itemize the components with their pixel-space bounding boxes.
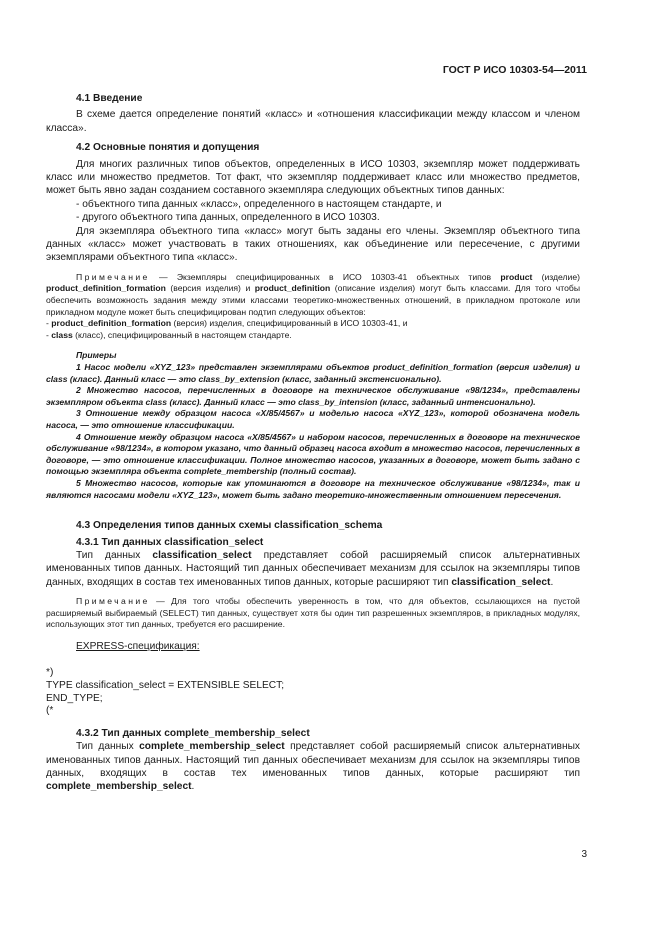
note-text: (класс), специфицированный в настоящем стандарте. — [72, 329, 292, 340]
section-4-3-2-title: 4.3.2 Тип данных complete_membership_select — [76, 727, 310, 739]
section-4-1-title: 4.1 Введение — [76, 93, 143, 104]
example-4: 4 Отношение между образцом насоса «X/85/4567» и набором насосов, перечисленных в договоре на техническое обслуживание «98/1234», в котором указано, что данный образец насоса входит в множество насосов, перечисленных в договоре, — это отношение классификации. Полное множество насосов, указанных в договоре, может быть задано с помощью экземпляра объекта complete_membership (полный состав). — [46, 431, 580, 477]
code-line: *) — [46, 667, 54, 679]
page-number: 3 — [581, 849, 587, 860]
body-text: . — [550, 576, 554, 588]
page-content — [46, 92, 580, 794]
note-text: (версия) изделия, специфицированный в ИСО 10303-41, и — [171, 318, 408, 329]
note-list-item-1 — [46, 318, 580, 330]
section-4-3-1-note — [46, 596, 580, 631]
section-4-2-paragraph-2: Для экземпляра объектного типа «класс» могут быть заданы его члены. Экземпляр объектного типа данных «класс» может участвовать в таких отношениях, как объединение или пересечение, с другими экземплярами объектного типа «класс». — [46, 225, 580, 264]
section-4-3-2-text — [46, 740, 580, 794]
note-text: (версия изделия) и — [165, 283, 255, 294]
note-text: — Для того чтобы обеспечить уверенность в том, что для объектов, ссылающихся на пустой расширяемый выбираемый (SELECT) тип данных, существует хотя бы один тип разрешенных экземпляров, в прикладных модулях, использующих этот тип данных, требуется его расширение. — [46, 596, 580, 630]
type-name: complete_membership_select — [46, 781, 192, 793]
code-line: (* — [46, 705, 54, 717]
note-term: product_definition_formation — [51, 318, 172, 329]
note-text: — Экземпляры специфицированных в ИСО 10303-41 объектных типов — [149, 271, 501, 282]
code-line: TYPE classification_select = EXTENSIBLE SELECT; — [46, 679, 285, 691]
example-5: 5 Множество насосов, которые как упоминаются в договоре на техническое обслуживание «98/1234», так и являются насосами модели «XYZ_123», может быть задано теоретико-множественным отношением пересечения. — [46, 477, 580, 500]
example-1: 1 Насос модели «XYZ_123» представлен экземплярами объектов product_definition_formation (версия изделия) и class (класс). Данный класс — это class_by_extension (класс, заданный экстенсионально). — [46, 362, 580, 384]
body-text: Тип данных — [76, 549, 153, 561]
note-label: Примечание — [76, 596, 150, 607]
document-header: ГОСТ Р ИСО 10303-54—2011 — [442, 64, 587, 76]
note-text: (изделие) — [532, 271, 580, 282]
section-4-2-title: 4.2 Основные понятия и допущения — [76, 142, 260, 154]
section-4-2-list-item-2: - другого объектного типа данных, определенного в ИСО 10303. — [76, 212, 380, 224]
examples-title: Примеры — [76, 350, 117, 361]
note-label: Примечание — [76, 271, 150, 282]
section-4-3-1-title: 4.3.1 Тип данных classification_select — [76, 536, 264, 548]
section-4-2-paragraph-1: Для многих различных типов объектов, определенных в ИСО 10303, экземпляр может поддерживать класс или множество предметов. Тот факт, что экземпляр поддерживает класс или множество предметов, может быть явно задан созданием составного экземпляра следующих объектных типов данных: — [46, 158, 580, 197]
section-4-3-1-text — [46, 549, 580, 589]
type-name: complete_membership_select — [139, 741, 285, 753]
body-text: Тип данных — [76, 741, 140, 753]
note-text: - — [46, 329, 52, 340]
note-text: - — [46, 318, 52, 329]
example-3: 3 Отношение между образцом насоса «X/85/4567» и моделью насоса «XYZ_123», которой обозначена модель насоса, — это отношение классификации. — [46, 408, 580, 430]
note-list-item-2 — [46, 330, 580, 342]
note-term: product_definition — [254, 283, 331, 294]
type-name: classification_select — [152, 549, 252, 561]
express-code-block — [46, 667, 580, 717]
body-text: . — [191, 781, 195, 793]
note-term: product_definition_formation — [46, 283, 166, 294]
note-term: class — [51, 329, 73, 340]
code-line: END_TYPE; — [46, 692, 103, 704]
note-text: (описание изделия) могут быть классами. Для того чтобы обеспечить возможность задания между этими классами теоретико-множественных отношений, в прикладном протоколе или прикладном модуле может быть специфицирован подтип следующих объектов: — [46, 283, 581, 317]
body-text: представляет собой расширяемый список альтернативных именованных типов данных. Настоящий тип данных обеспечивает механизм для ссылок на экземпляры типов данных, входящих в состав тех именованных типов данных, которые расширяют тип — [46, 549, 580, 588]
body-text: представляет собой расширяемый список альтернативных именованных типов данных. Настоящий тип данных обеспечивает механизм для ссылок на экземпляры типов данных, входящих в состав тех именованных типов данных, которые расширяют тип — [46, 741, 580, 779]
section-4-1-text: В схеме дается определение понятий «класс» и «отношения классификации между классом и членом класса». — [46, 109, 580, 134]
note-term: product — [500, 271, 533, 282]
section-4-2-list-item-1: - объектного типа данных «класс», определенного в настоящем стандарте, и — [76, 198, 442, 210]
example-2: 2 Множество насосов, перечисленных в договоре на техническое обслуживание «98/1234», представлены экземпляром объекта class (класс). Данный класс — это class_by_intension (класс, заданный интенсионально). — [46, 385, 580, 407]
express-spec-label: EXPRESS-спецификация: — [76, 640, 200, 652]
type-name: classification_select — [451, 576, 551, 588]
express-label — [46, 640, 580, 653]
section-4-2-note — [46, 272, 580, 318]
section-4-3-title: 4.3 Определения типов данных схемы classification_schema — [76, 520, 383, 532]
